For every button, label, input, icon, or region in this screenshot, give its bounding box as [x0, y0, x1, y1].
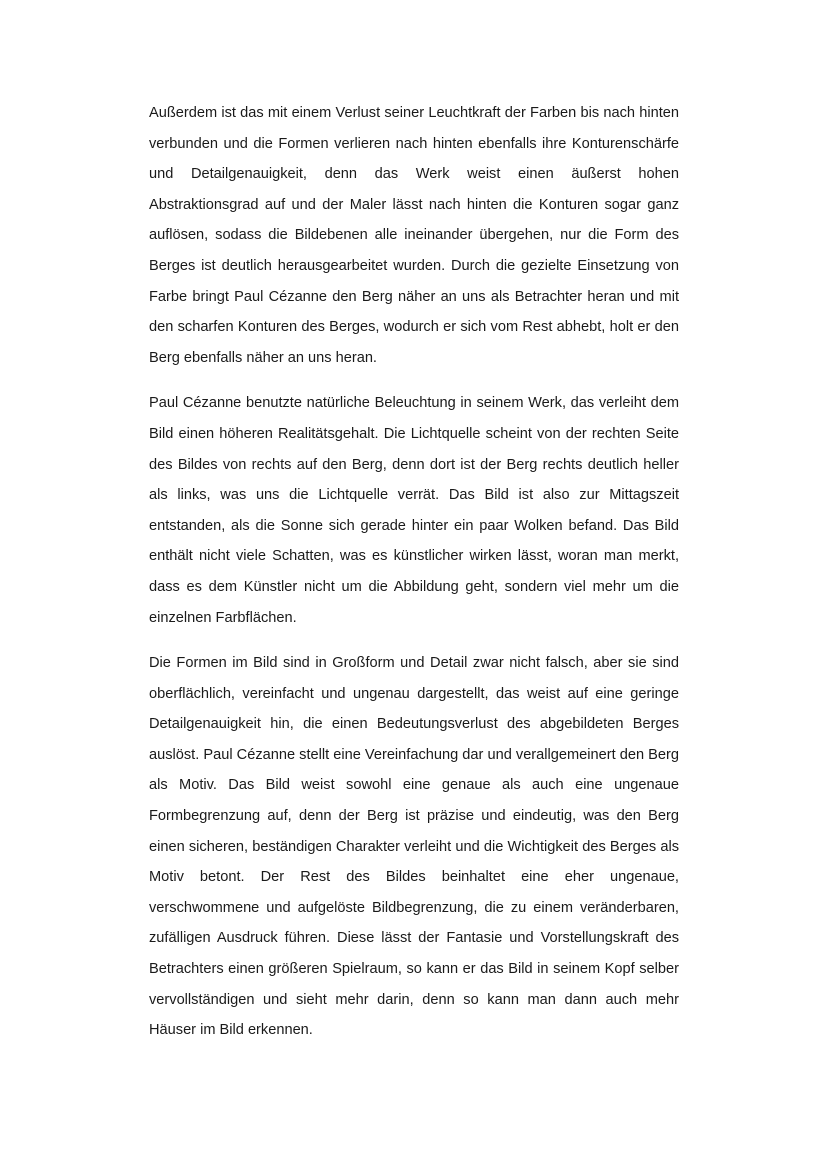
paragraph-1: Außerdem ist das mit einem Verlust seiner Leuchtkraft der Farben bis nach hinten verbunden und die Formen verlieren nach hinten ebenfalls ihre Konturenschärfe und Detailgenauigkeit, denn das Werk weist einen äußerst hohen Abstraktionsgrad auf und der Maler lässt nach hinten die Konturen sogar ganz auflösen, sodass die Bildebenen alle ineinander übergehen, nur die Form des Berges ist deutlich herausgearbeitet wurden. Durch die gezielte Einsetzung von Farbe bringt Paul Cézanne den Berg näher an uns als Betrachter heran und mit den scharfen Konturen des Berges, wodurch er sich vom Rest abhebt, holt er den Berg ebenfalls näher an uns heran.: [149, 105, 679, 366]
paragraph-3: Die Formen im Bild sind in Großform und Detail zwar nicht falsch, aber sie sind oberflächlich, vereinfacht und ungenau dargestellt, das weist auf eine geringe Detailgenauigkeit hin, die einen Bedeutungsverlust des abgebildeten Berges auslöst. Paul Cézanne stellt eine Vereinfachung dar und verallgemeinert den Berg als Motiv. Das Bild weist sowohl eine genaue als auch eine ungenaue Formbegrenzung auf, denn der Berg ist präzise und eindeutig, was den Berg einen sicheren, beständigen Charakter verleiht und die Wichtigkeit des Berges als Motiv betont. Der Rest des Bildes beinhaltet eine eher ungenaue, verschwommene und aufgelöste Bildbegrenzung, die zu einem veränderbaren, zufälligen Ausdruck führen. Diese lässt der Fantasie und Vorstellungskraft des Betrachters einen größeren Spielraum, so kann er das Bild in seinem Kopf selber vervollständigen und sieht mehr darin, denn so kann man dann auch mehr Häuser im Bild erkennen.: [149, 655, 679, 1039]
paragraph-2: Paul Cézanne benutzte natürliche Beleuchtung in seinem Werk, das verleiht dem Bild einen höheren Realitätsgehalt. Die Lichtquelle scheint von der rechten Seite des Bildes von rechts auf den Berg, denn dort ist der Berg rechts deutlich heller als links, was uns die Lichtquelle verrät. Das Bild ist also zur Mittagszeit entstanden, als die Sonne sich gerade hinter ein paar Wolken befand. Das Bild enthält nicht viele Schatten, was es künstlicher wirken lässt, woran man merkt, dass es dem Künstler nicht um die Abbildung geht, sondern viel mehr um die einzelnen Farbflächen.: [149, 395, 679, 626]
document-body: [149, 98, 679, 1061]
